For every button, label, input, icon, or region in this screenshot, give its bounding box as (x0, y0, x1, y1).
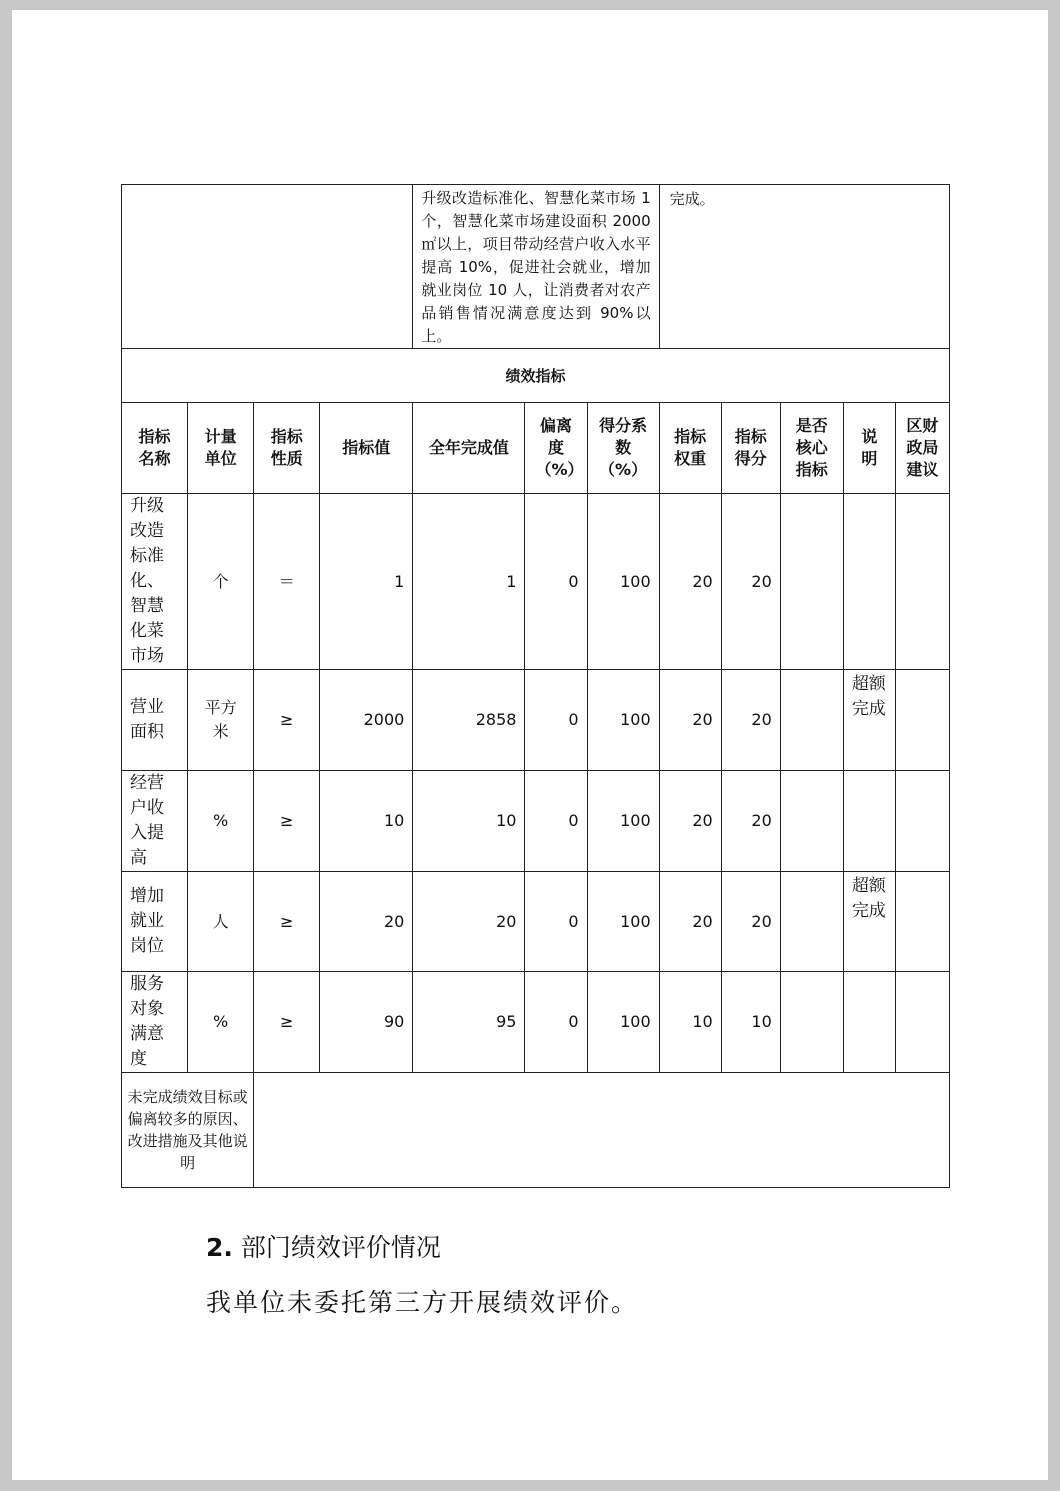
target-cell: 10 (320, 771, 413, 872)
unit-cell: 人 (188, 872, 254, 972)
header-finance-advice: 区财政局建议 (895, 403, 949, 494)
advice-cell (895, 670, 949, 771)
section-title-row (122, 349, 950, 403)
header-nature: 指标性质 (254, 403, 320, 494)
note-cell: 超额完成 (843, 872, 895, 972)
actual-cell: 2858 (413, 670, 525, 771)
core-cell (780, 972, 843, 1073)
core-cell (780, 670, 843, 771)
header-weight: 指标权重 (659, 403, 721, 494)
table-row (122, 872, 950, 972)
target-description-row (122, 185, 950, 349)
document-page (12, 10, 1048, 1480)
score-cell: 20 (721, 771, 780, 872)
header-score: 指标得分 (721, 403, 780, 494)
blank-cell (122, 185, 413, 349)
actual-cell: 20 (413, 872, 525, 972)
header-row (122, 403, 950, 494)
indicator-name: 营业面积 (122, 670, 188, 771)
table-row (122, 670, 950, 771)
core-cell (780, 494, 843, 670)
note-cell (843, 494, 895, 670)
section-heading (206, 1228, 441, 1264)
weight-cell: 20 (659, 872, 721, 972)
weight-cell: 20 (659, 494, 721, 670)
unit-cell: 平方米 (188, 670, 254, 771)
coefficient-cell: 100 (587, 670, 659, 771)
score-cell: 10 (721, 972, 780, 1073)
unit-cell: 个 (188, 494, 254, 670)
header-core-indicator: 是否核心指标 (780, 403, 843, 494)
advice-cell (895, 872, 949, 972)
advice-cell (895, 771, 949, 872)
header-score-coefficient: 得分系数（%） (587, 403, 659, 494)
header-indicator-name: 指标名称 (122, 403, 188, 494)
nature-cell: ＝ (254, 494, 320, 670)
deviation-cell: 0 (525, 972, 587, 1073)
target-cell: 20 (320, 872, 413, 972)
score-cell: 20 (721, 670, 780, 771)
section-title: 绩效指标 (122, 349, 950, 403)
advice-cell (895, 494, 949, 670)
actual-cell: 10 (413, 771, 525, 872)
table-row (122, 972, 950, 1073)
coefficient-cell: 100 (587, 494, 659, 670)
unit-cell: % (188, 771, 254, 872)
section-heading-text: 部门绩效评价情况 (240, 1233, 441, 1262)
actual-cell: 95 (413, 972, 525, 1073)
note-cell (843, 972, 895, 1073)
footer-value (254, 1073, 950, 1188)
target-cell: 2000 (320, 670, 413, 771)
coefficient-cell: 100 (587, 872, 659, 972)
nature-cell: ≥ (254, 872, 320, 972)
note-cell: 超额完成 (843, 670, 895, 771)
weight-cell: 10 (659, 972, 721, 1073)
indicator-name: 升级改造标准化、智慧化菜市场 (122, 494, 188, 670)
advice-cell (895, 972, 949, 1073)
score-cell: 20 (721, 494, 780, 670)
section-body: 我单位未委托第三方开展绩效评价。 (206, 1288, 639, 1317)
table-row (122, 771, 950, 872)
weight-cell: 20 (659, 771, 721, 872)
actual-cell: 1 (413, 494, 525, 670)
deviation-cell: 0 (525, 771, 587, 872)
unit-cell: % (188, 972, 254, 1073)
note-cell (843, 771, 895, 872)
header-note: 说明 (843, 403, 895, 494)
completion-status: 完成。 (659, 185, 949, 349)
table-row (122, 494, 950, 670)
header-target-value: 指标值 (320, 403, 413, 494)
header-deviation: 偏离度（%） (525, 403, 587, 494)
header-unit: 计量单位 (188, 403, 254, 494)
target-cell: 90 (320, 972, 413, 1073)
coefficient-cell: 100 (587, 972, 659, 1073)
core-cell (780, 771, 843, 872)
deviation-cell: 0 (525, 494, 587, 670)
nature-cell: ≥ (254, 670, 320, 771)
deviation-cell: 0 (525, 872, 587, 972)
target-cell: 1 (320, 494, 413, 670)
performance-table (121, 184, 950, 1188)
core-cell (780, 872, 843, 972)
weight-cell: 20 (659, 670, 721, 771)
footer-row (122, 1073, 950, 1188)
indicator-name: 服务对象满意度 (122, 972, 188, 1073)
nature-cell: ≥ (254, 771, 320, 872)
target-description: 升级改造标准化、智慧化菜市场 1 个，智慧化菜市场建设面积 2000 ㎡以上，项目带动经营户收入水平提高 10%，促进社会就业，增加就业岗位 10 人，让消费者对农产品销售情况满意度达到 90%以上。 (413, 185, 659, 349)
nature-cell: ≥ (254, 972, 320, 1073)
deviation-cell: 0 (525, 670, 587, 771)
footer-label: 未完成绩效目标或偏离较多的原因、改进措施及其他说明 (122, 1073, 254, 1188)
section-number: 2. (206, 1233, 233, 1262)
header-actual-value: 全年完成值 (413, 403, 525, 494)
score-cell: 20 (721, 872, 780, 972)
indicator-name: 增加就业岗位 (122, 872, 188, 972)
coefficient-cell: 100 (587, 771, 659, 872)
indicator-name: 经营户收入提高 (122, 771, 188, 872)
